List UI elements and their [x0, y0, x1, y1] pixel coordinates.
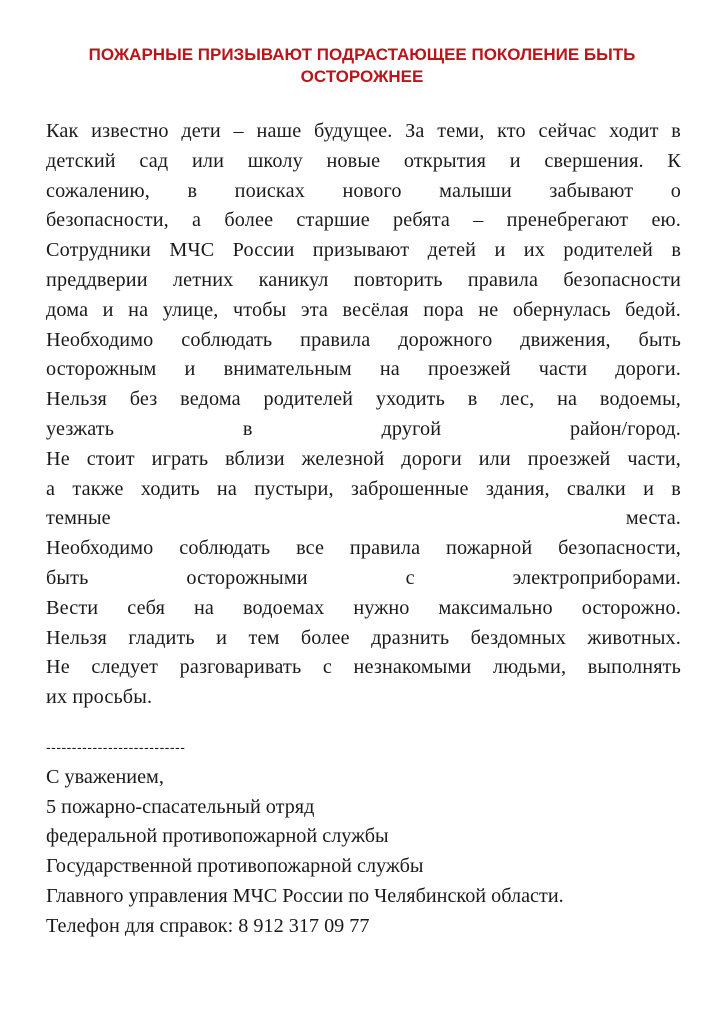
separator-line: --------------------------- [46, 739, 186, 755]
signature-line-1: С уважением, [46, 765, 164, 788]
body-line-2: детский сад или школу новые открытия и свершения. К [46, 149, 681, 172]
body-line-8: Необходимо соблюдать правила дорожного движения, быть [46, 328, 681, 351]
body-line-1: Как известно дети – наше будущее. За теми, кто сейчас ходит в [46, 120, 681, 142]
body-line-13: а также ходить на пустыри, заброшенные здания, свалки и в [46, 477, 681, 500]
body-line-17: Вести себя на водоемах нужно максимально осторожно. [46, 596, 681, 619]
signature-line-5: Главного управления МЧС России по Челябинской области. [46, 884, 564, 907]
signature-line-4: Государственной противопожарной службы [46, 855, 424, 878]
body-line-4: безопасности, а более старшие ребята – пренебрегают ею. [46, 209, 681, 232]
body-line-14: темные места. [46, 507, 681, 530]
body-line-9: осторожным и внимательным на проезжей части дороги. [46, 358, 681, 381]
body-line-16: быть осторожными с электроприборами. [46, 566, 681, 589]
document-title [40, 44, 684, 88]
body-line-10: Нельзя без ведома родителей уходить в лес, на водоемы, [46, 388, 681, 411]
body-line-3: сожалению, в поисках нового малыши забывают о [46, 179, 681, 202]
body-line-12: Не стоит играть вблизи железной дороги или проезжей части, [46, 447, 681, 470]
body-text [46, 117, 681, 713]
body-line-6: преддверии летних каникул повторить правила безопасности [46, 268, 681, 291]
body-line-18: Нельзя гладить и тем более дразнить бездомных животных. [46, 626, 681, 649]
body-line-19: Не следует разговаривать с незнакомыми людьми, выполнять [46, 656, 681, 679]
body-line-20: их просьбы. [46, 686, 153, 709]
contact-phone: Телефон для справок: 8 912 317 09 77 [46, 914, 370, 937]
body-line-15: Необходимо соблюдать все правила пожарной безопасности, [46, 537, 681, 560]
signature-block [46, 733, 686, 942]
signature-line-3: федеральной противопожарной службы [46, 825, 389, 848]
body-line-7: дома и на улице, чтобы эта весёлая пора не обернулась бедой. [46, 298, 681, 321]
title-line-1: ПОЖАРНЫЕ ПРИЗЫВАЮТ ПОДРАСТАЮЩЕЕ ПОКОЛЕНИЕ БЫТЬ [88, 45, 636, 64]
body-line-11: уезжать в другой район/город. [46, 417, 681, 440]
signature-line-2: 5 пожарно-спасательный отряд [46, 795, 315, 818]
body-line-5: Сотрудники МЧС России призывают детей и их родителей в [46, 239, 681, 262]
title-line-2: ОСТОРОЖНЕЕ [300, 67, 424, 86]
